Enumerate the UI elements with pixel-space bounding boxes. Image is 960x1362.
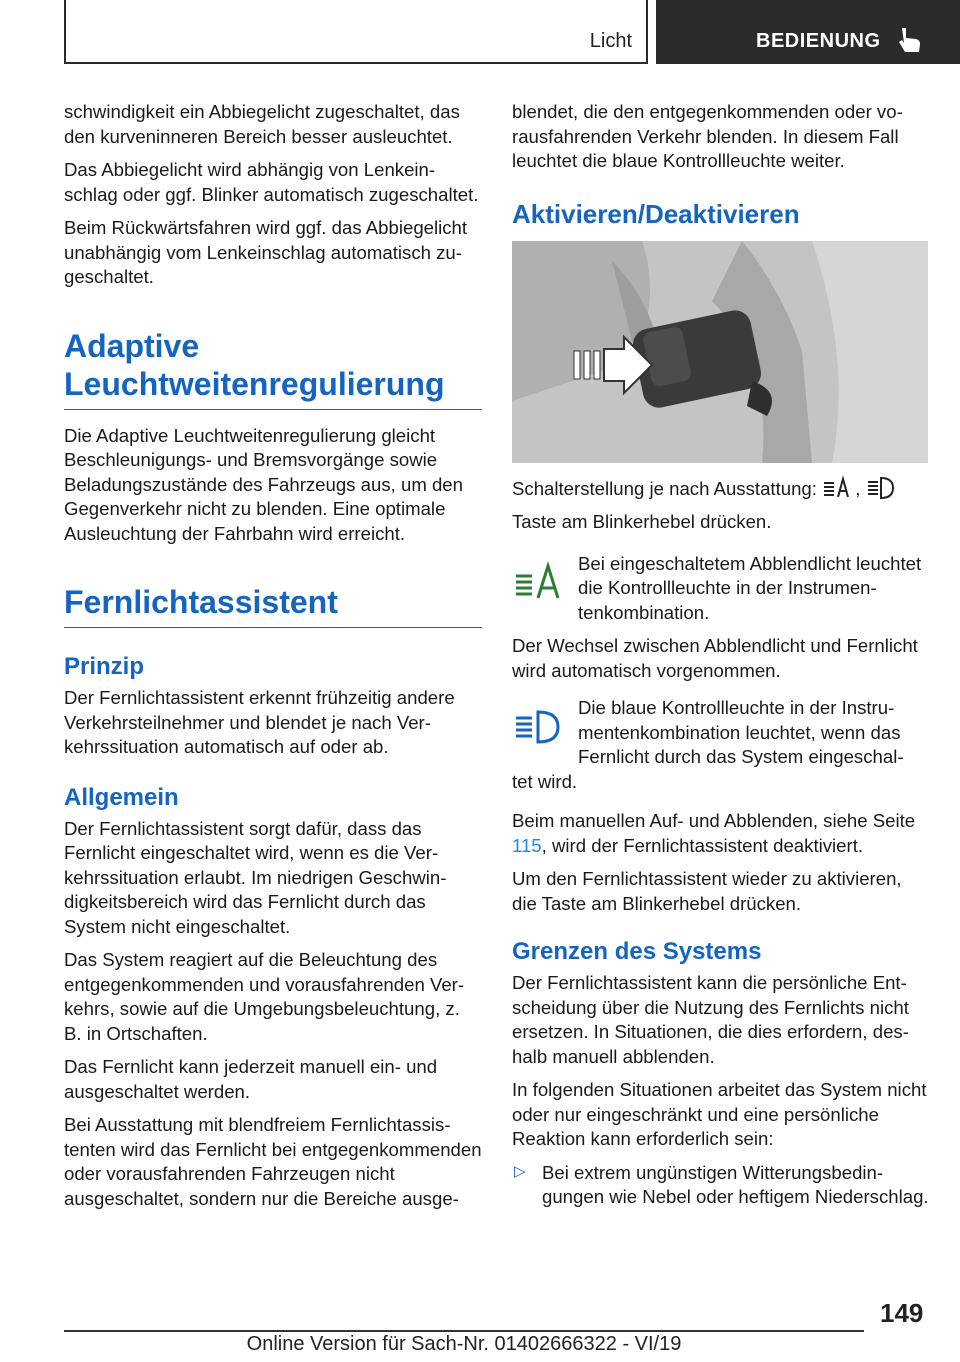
paragraph: Bei extrem ungünstigen Witterungsbedingungen wie Nebel oder heftigem Niederschlag. <box>542 1161 929 1207</box>
heading-aktivieren: Aktivieren/Deaktivieren <box>512 198 800 229</box>
high-beam-indicator-icon <box>512 702 564 754</box>
page-number: 149 <box>880 1298 924 1328</box>
indicator-low-beam-note <box>512 552 930 626</box>
page-ref-text: , wird der Fernlichtassistent deaktiviert. <box>541 834 864 856</box>
paragraph: Taste am Blinkerhebel drücken. <box>512 511 772 532</box>
paragraph: Das System reagiert auf die Beleuchtung des entgegenkommenden und vorausfahrenden Verkehrs, sowie auf die Umgebungsbeleuchtung, z. B. in Ortschaften. <box>64 949 465 1044</box>
paragraph: Bei eingeschaltetem Abblendlicht leuchtet die Kontrollleuchte in der Instrumentenkombination. <box>578 552 922 623</box>
heading-prinzip: Prinzip <box>64 653 145 680</box>
auto-low-beam-indicator-icon <box>512 558 564 610</box>
paragraph: Der Wechsel zwischen Abblendlicht und Fernlicht wird automatisch vorgenommen. <box>512 635 918 681</box>
page-ref-text: Beim manuellen Auf- und Abblenden, siehe Seite <box>512 810 916 831</box>
paragraph: Das Abbiegelicht wird abhängig von Lenkeinschlag oder ggf. Blinker automatisch zugeschaltet. <box>64 159 479 205</box>
heading-adaptive-line2: Leuchtweitenregulierung <box>64 365 445 402</box>
header-chapter-tab <box>656 0 960 64</box>
right-column <box>512 100 930 1219</box>
paragraph-switch-position <box>512 475 930 502</box>
header-section-title: Licht <box>589 30 632 52</box>
left-column <box>64 100 482 1220</box>
separator: , <box>855 477 861 499</box>
heading-underline <box>64 409 482 410</box>
paragraph: tet wird. <box>512 770 578 792</box>
heading-grenzen: Grenzen des Systems <box>512 938 762 965</box>
heading-allgemein: Allgemein <box>64 783 179 811</box>
heading-adaptive-line1: Adaptive <box>64 327 200 364</box>
pointing-hand-icon <box>896 26 922 54</box>
header-section-box <box>64 0 648 64</box>
header-chapter-title: BEDIENUNG <box>756 30 881 52</box>
high-beam-icon <box>866 475 894 501</box>
paragraph: Der Fernlichtassistent kann die persönliche Entscheidung über die Nutzung des Fernlichts nicht ersetzen. In Situationen, die dies erfordern, deshalb manuell abblenden. <box>512 972 909 1067</box>
footer-divider <box>64 1330 864 1332</box>
paragraph-page-reference <box>512 809 930 858</box>
page-115-link[interactable]: 115 <box>512 834 542 856</box>
paragraph: Der Fernlichtassistent erkennt frühzeitig andere Verkehrsteilnehmer und blendet je nach Verkehrssituation automatisch auf oder ab. <box>64 687 455 757</box>
heading-fernlichtassistent: Fernlichtassistent <box>64 584 338 620</box>
paragraph: Beim Rückwärtsfahren wird ggf. das Abbiegelicht unabhängig vom Lenkeinschlag automatisch zugeschaltet. <box>64 217 468 287</box>
turn-signal-lever-photo <box>512 241 928 463</box>
heading-underline <box>64 627 482 628</box>
paragraph: Die Adaptive Leuchtweitenregulierung gleicht Beschleunigungs- und Bremsvorgänge sowie Beladungszustände des Fahrzeugs aus, um den Gegenverkehr nicht zu blenden. Eine optimale Ausleuchtung der Fahrbahn wird erreicht. <box>64 424 463 544</box>
paragraph: Die blaue Kontrollleuchte in der Instrumentenkombination leuchtet, wenn das Fernlicht durch das System eingeschal- <box>578 697 904 767</box>
indicator-high-beam-note <box>512 696 930 794</box>
paragraph: Der Fernlichtassistent sorgt dafür, dass das Fernlicht eingeschaltet wird, wenn es die Verkehrssituation erlaubt. Im niedrigen Geschwindigkeitsbereich wird das Fernlicht durch das System nicht eingeschaltet. <box>64 817 447 937</box>
paragraph: Um den Fernlichtassistent wieder zu aktivieren, die Taste am Blinkerhebel drücken. <box>512 868 902 914</box>
list-item <box>512 1161 930 1210</box>
paragraph: Das Fernlicht kann jederzeit manuell ein- und ausgeschaltet werden. <box>64 1056 438 1102</box>
paragraph: schwindigkeit ein Abbiegelicht zugeschaltet, das den kurveninneren Bereich besser ausleuchtet. <box>64 101 460 147</box>
switch-position-text: Schalterstellung je nach Ausstattung: <box>512 477 817 499</box>
triangle-bullet-icon: ▷ <box>514 1162 526 1180</box>
auto-high-beam-icon <box>822 475 850 501</box>
paragraph: In folgenden Situationen arbeitet das System nicht oder nur eingeschränkt und eine persönliche Reaktion kann erforderlich sein: <box>512 1079 927 1149</box>
paragraph: Bei Ausstattung mit blendfreiem Fernlichtassistenten wird das Fernlicht bei entgegenkommenden oder vorausfahrenden Fahrzeugen nicht ausgeschaltet, sondern nur die Bereiche ausge- <box>64 1114 482 1209</box>
paragraph: blendet, die den entgegenkommenden oder vorausfahrenden Verkehr blenden. In diesem Fall leuchtet die blaue Kontrollleuchte weiter. <box>512 101 903 171</box>
footer-text: Online Version für Sach-Nr. 01402666322 - VI/19 <box>246 1333 682 1355</box>
